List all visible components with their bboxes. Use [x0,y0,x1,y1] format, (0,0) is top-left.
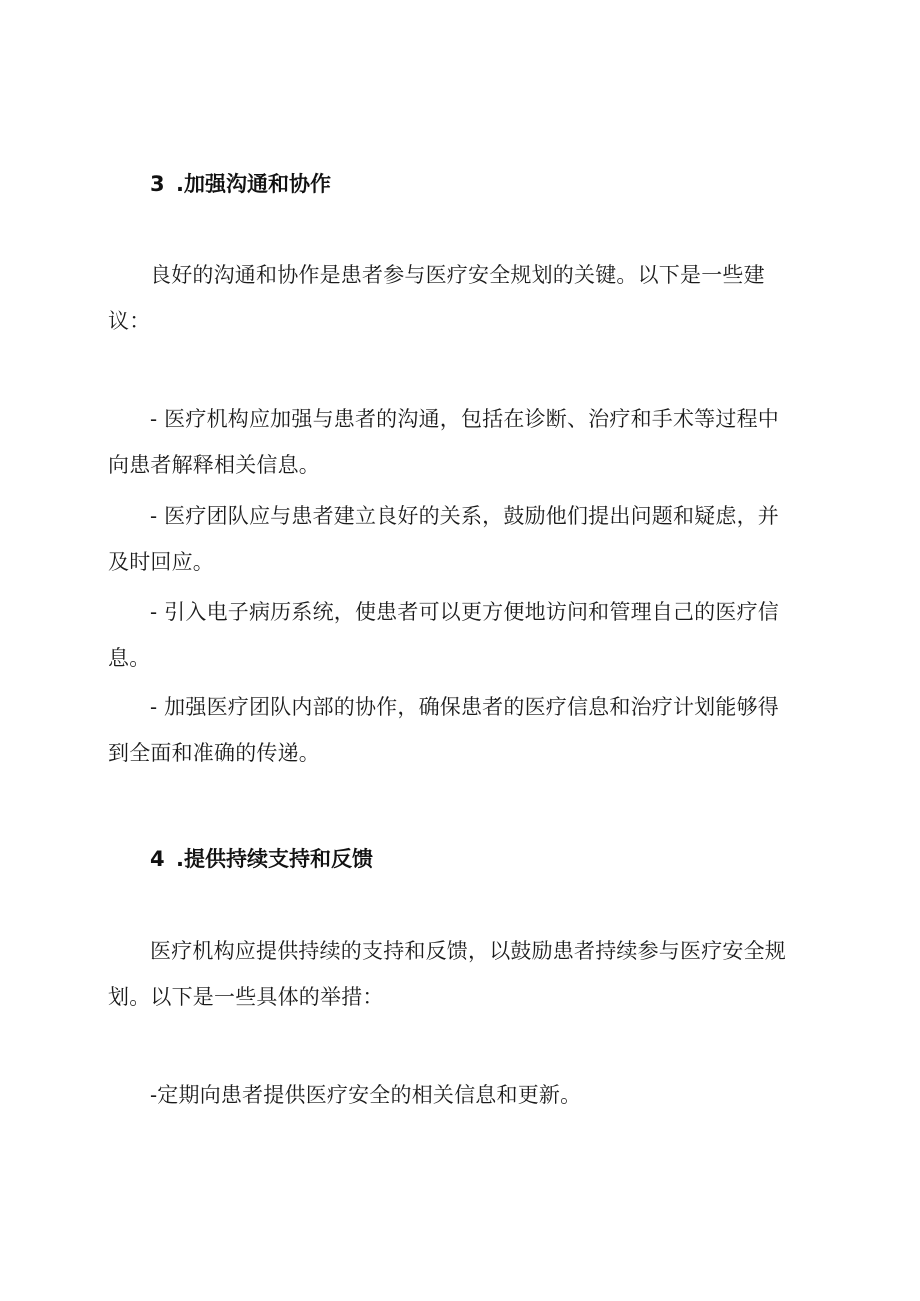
section-4-bullet [108,1072,808,1118]
section-4-number: 4 [150,847,165,871]
section-4-intro [108,928,808,1020]
paragraph-line: 医疗机构应提供持续的支持和反馈，以鼓励患者持续参与医疗安全规 [150,939,786,963]
bullet-line: 到全面和准确的传递。 [108,741,320,765]
paragraph-line: 议： [108,309,151,333]
bullet-line: - 医疗团队应与患者建立良好的关系，鼓励他们提出问题和疑虑，并 [150,504,779,528]
bullet-line: - 引入电子病历系统，使患者可以更方便地访问和管理自己的医疗信 [150,600,779,624]
bullet-line: - 加强医疗团队内部的协作，确保患者的医疗信息和治疗计划能够得 [150,695,779,719]
section-3-intro [108,252,808,344]
bullet-line: 息。 [108,646,151,670]
bullet-line: 向患者解释相关信息。 [108,453,320,477]
bullet-line: 及时回应。 [108,550,214,574]
bullet-line: -定期向患者提供医疗安全的相关信息和更新。 [150,1083,582,1107]
section-3-number: 3 [150,172,165,196]
section-3-bullet [108,493,808,585]
bullet-line: - 医疗机构应加强与患者的沟通，包括在诊断、治疗和手术等过程中 [150,407,779,431]
paragraph-line: 良好的沟通和协作是患者参与医疗安全规划的关键。以下是一些建 [150,263,765,287]
section-3-title: .加强沟通和协作 [176,172,331,196]
section-4-title: .提供持续支持和反馈 [176,847,373,871]
section-3-heading [150,170,331,198]
section-3-bullet [108,684,808,776]
section-3-bullet [108,589,808,681]
section-4-heading [150,845,373,873]
section-3-bullet [108,396,808,488]
paragraph-line: 划。以下是一些具体的举措： [108,985,384,1009]
